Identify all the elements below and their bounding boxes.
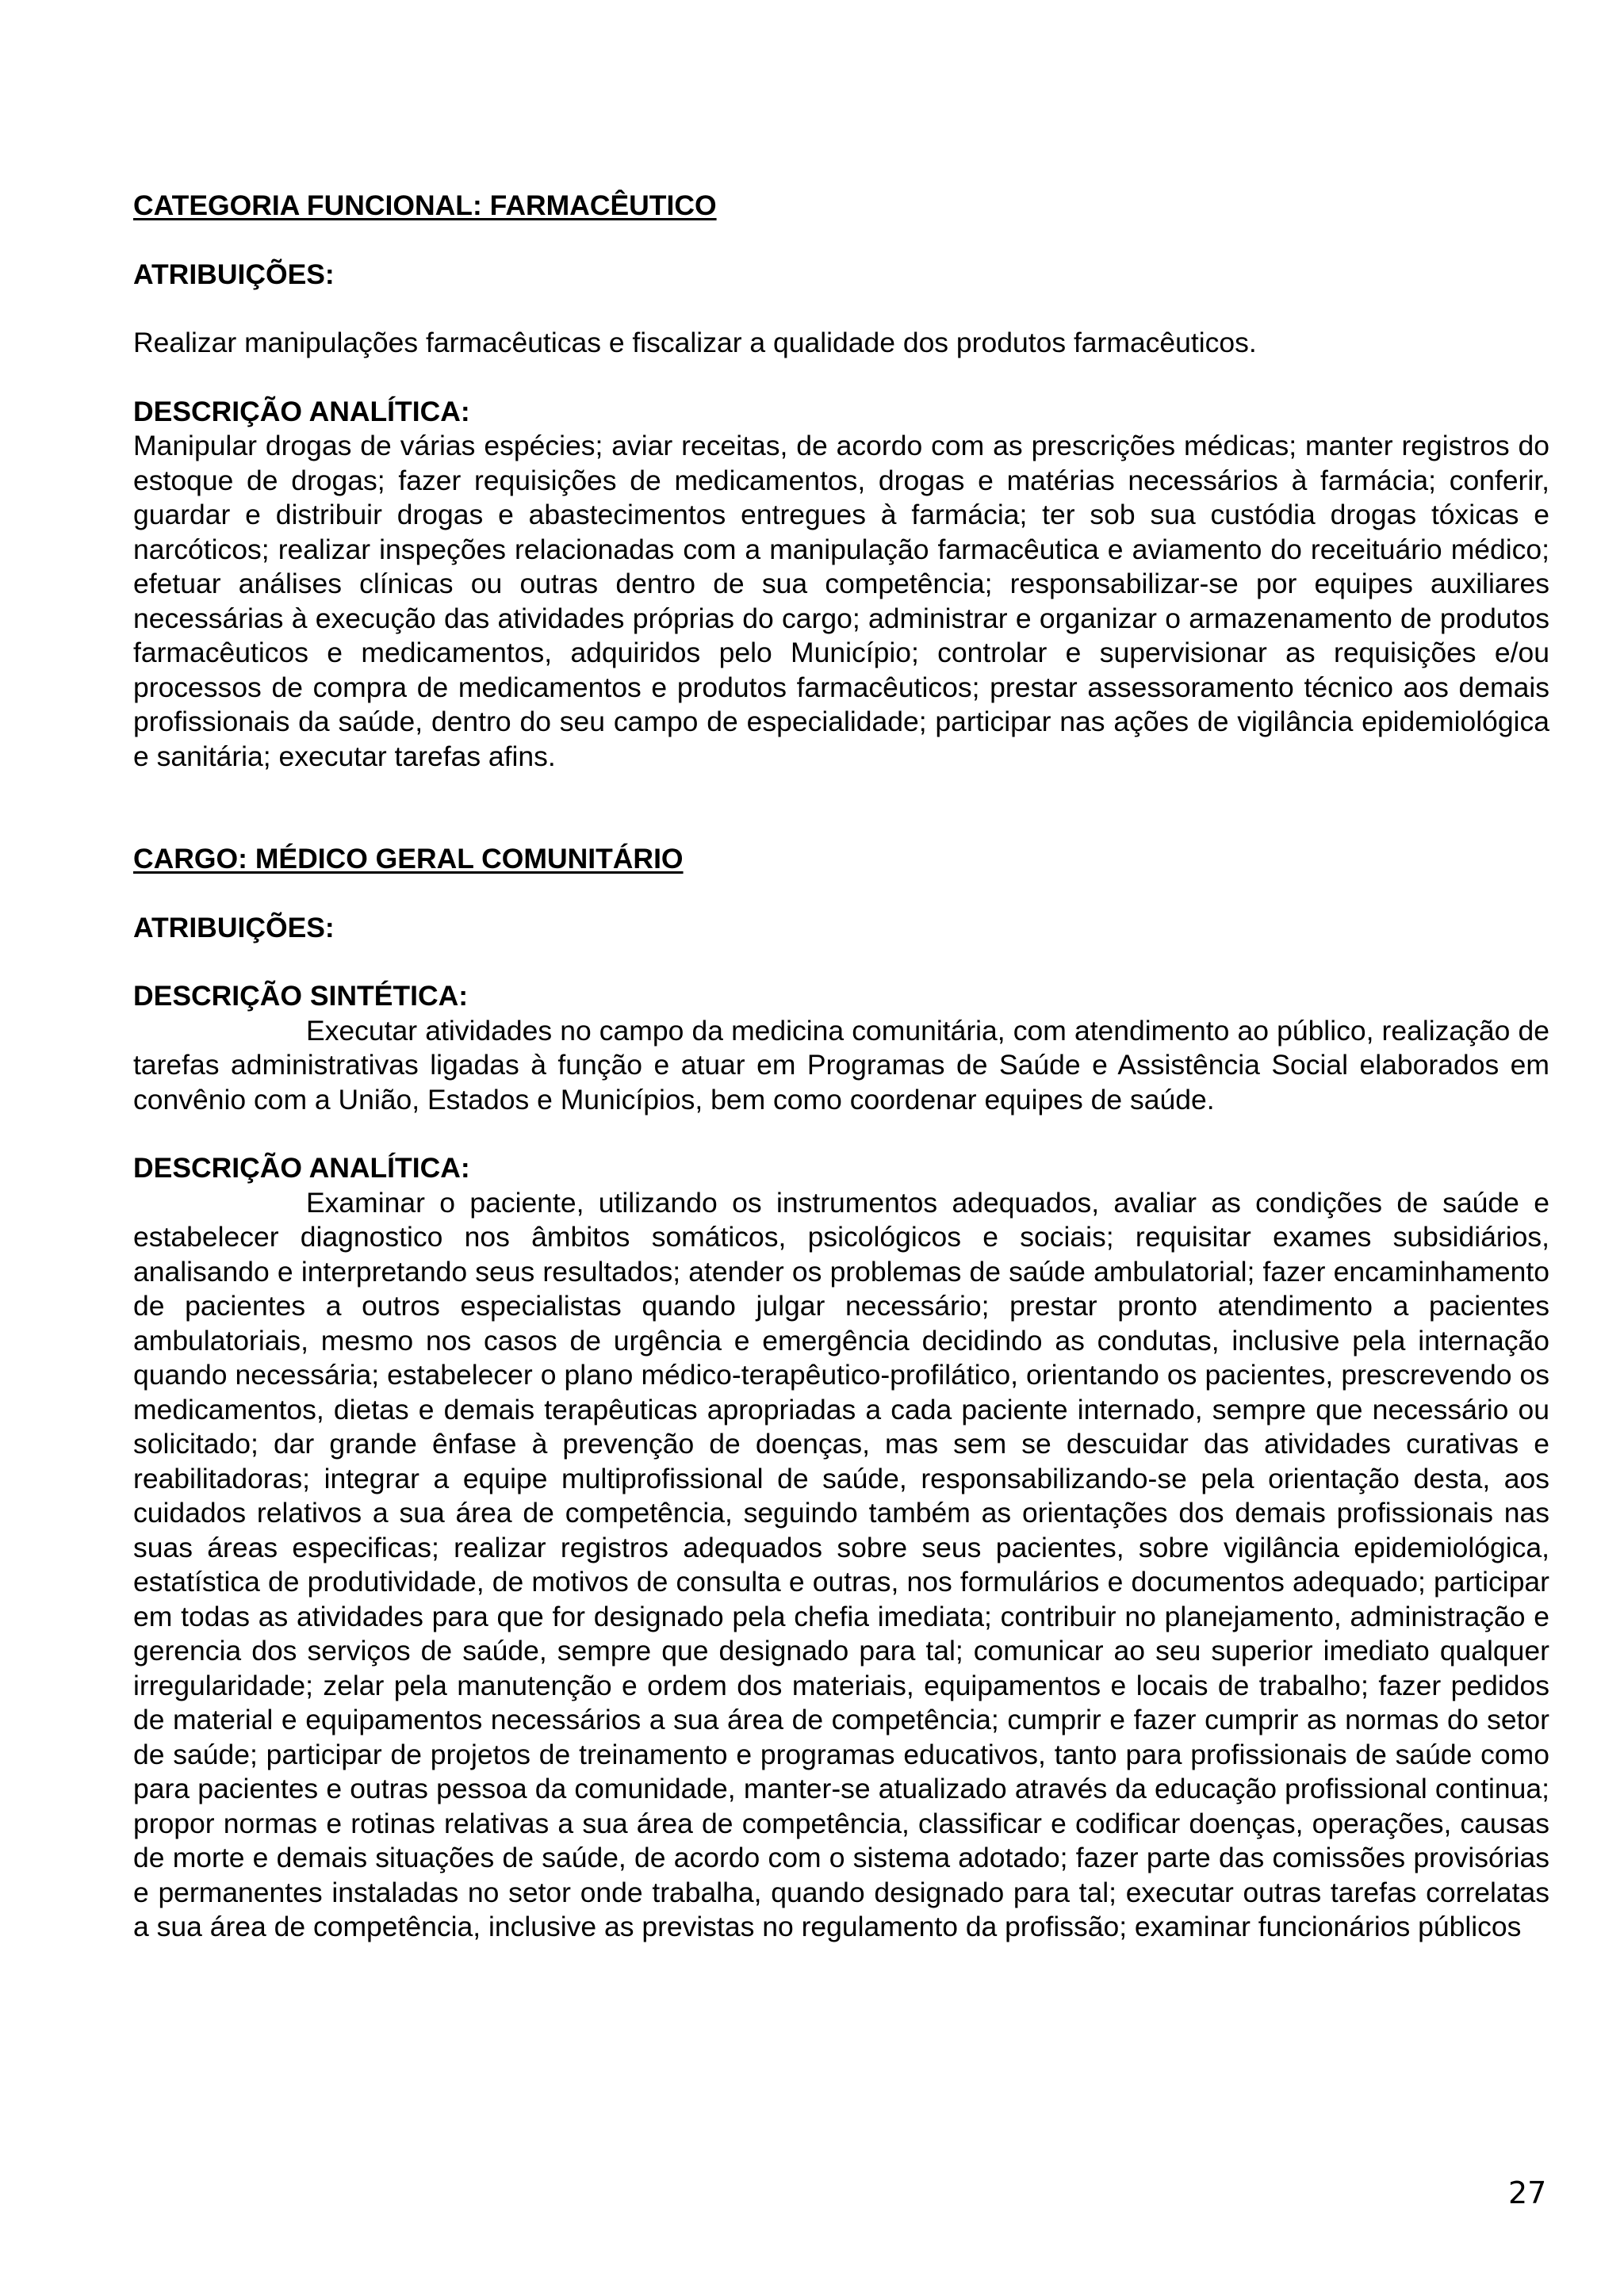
analytic-description-heading: DESCRIÇÃO ANALÍTICA: [133,395,470,427]
document-page [133,189,1549,1945]
synthetic-description-heading: DESCRIÇÃO SINTÉTICA: [133,980,469,1012]
section-title: CATEGORIA FUNCIONAL: FARMACÊUTICO [133,189,717,221]
section-farmaceutico [133,189,1549,774]
attributions-text: Realizar manipulações farmacêuticas e fiscalizar a qualidade dos produtos farmacêuticos. [133,327,1257,358]
page-number: 27 [1508,2175,1547,2210]
attributions-heading: ATRIBUIÇÕES: [133,911,335,943]
section-medico-geral-comunitario [133,842,1549,1945]
synthetic-description-text: Executar atividades no campo da medicina comunitária, com atendimento ao público, realização de tarefas administrativas ligadas à função e atuar em Programas de Saúde e Assistência Social elaborados em convênio com a União, Estados e Municípios, bem como coordenar equipes de saúde. [133,1014,1549,1115]
attributions-heading: ATRIBUIÇÕES: [133,258,335,290]
section-title: CARGO: MÉDICO GERAL COMUNITÁRIO [133,843,684,874]
analytic-description-text: Manipular drogas de várias espécies; aviar receitas, de acordo com as prescrições médicas; manter registros do estoque de drogas; fazer requisições de medicamentos, drogas e matérias necessários à farmácia; conferir, guardar e distribuir drogas e abastecimentos entregues à farmácia; ter sob sua custódia drogas tóxicas e narcóticos; realizar inspeções relacionadas com a manipulação farmacêutica e aviamento do receituário médico; efetuar análises clínicas ou outras dentro de sua competência; responsabilizar-se por equipes auxiliares necessárias à execução das atividades próprias do cargo; administrar e organizar o armazenamento de produtos farmacêuticos e medicamentos, adquiridos pelo Município; controlar e supervisionar as requisições e/ou processos de compra de medicamentos e produtos farmacêuticos; prestar assessoramento técnico aos demais profissionais da saúde, dentro do seu campo de especialidade; participar nas ações de vigilância epidemiológica e sanitária; executar tarefas afins. [133,430,1549,772]
analytic-description-text: Examinar o paciente, utilizando os instrumentos adequados, avaliar as condições de saúde e estabelecer diagnostico nos âmbitos somáticos, psicológicos e sociais; requisitar exames subsidiários, analisando e interpretando seus resultados; atender os problemas de saúde ambulatorial; fazer encaminhamento de pacientes a outros especialistas quando julgar necessário; prestar pronto atendimento a pacientes ambulatoriais, mesmo nos casos de urgência e emergência decidindo as condutas, inclusive pela internação quando necessária; estabelecer o plano médico-terapêutico-profilático, orientando os pacientes, prescrevendo os medicamentos, dietas e demais terapêuticas apropriadas a cada paciente internado, sempre que necessário ou solicitado; dar grande ênfase à prevenção de doenças, mas sem se descuidar das atividades curativas e reabilitadoras; integrar a equipe multiprofissional de saúde, responsabilizando-se pela orientação desta, aos cuidados relativos a sua área de competência, seguindo também as orientações dos demais profissionais nas suas áreas especificas; realizar registros adequados sobre seus pacientes, sobre vigilância epidemiológica, estatística de produtividade, de motivos de consulta e outras, nos formulários e documentos adequado; participar em todas as atividades para que for designado pela chefia imediata; contribuir no planejamento, administração e gerencia dos serviços de saúde, sempre que designado para tal; comunicar ao seu superior imediato qualquer irregularidade; zelar pela manutenção e ordem dos materiais, equipamentos e locais de trabalho; fazer pedidos de material e equipamentos necessários a sua área de competência; cumprir e fazer cumprir as normas do setor de saúde; participar de projetos de treinamento e programas educativos, tanto para profissionais de saúde como para pacientes e outras pessoa da comunidade, manter-se atualizado através da educação profissional continua; propor normas e rotinas relativas a sua área de competência, classificar e codificar doenças, operações, causas de morte e demais situações de saúde, de acordo com o sistema adotado; fazer parte das comissões provisórias e permanentes instaladas no setor onde trabalha, quando designado para tal; executar outras tarefas correlatas a sua área de competência, inclusive as previstas no regulamento da profissão; examinar funcionários públicos [133,1186,1549,1942]
analytic-description-heading: DESCRIÇÃO ANALÍTICA: [133,1152,470,1184]
